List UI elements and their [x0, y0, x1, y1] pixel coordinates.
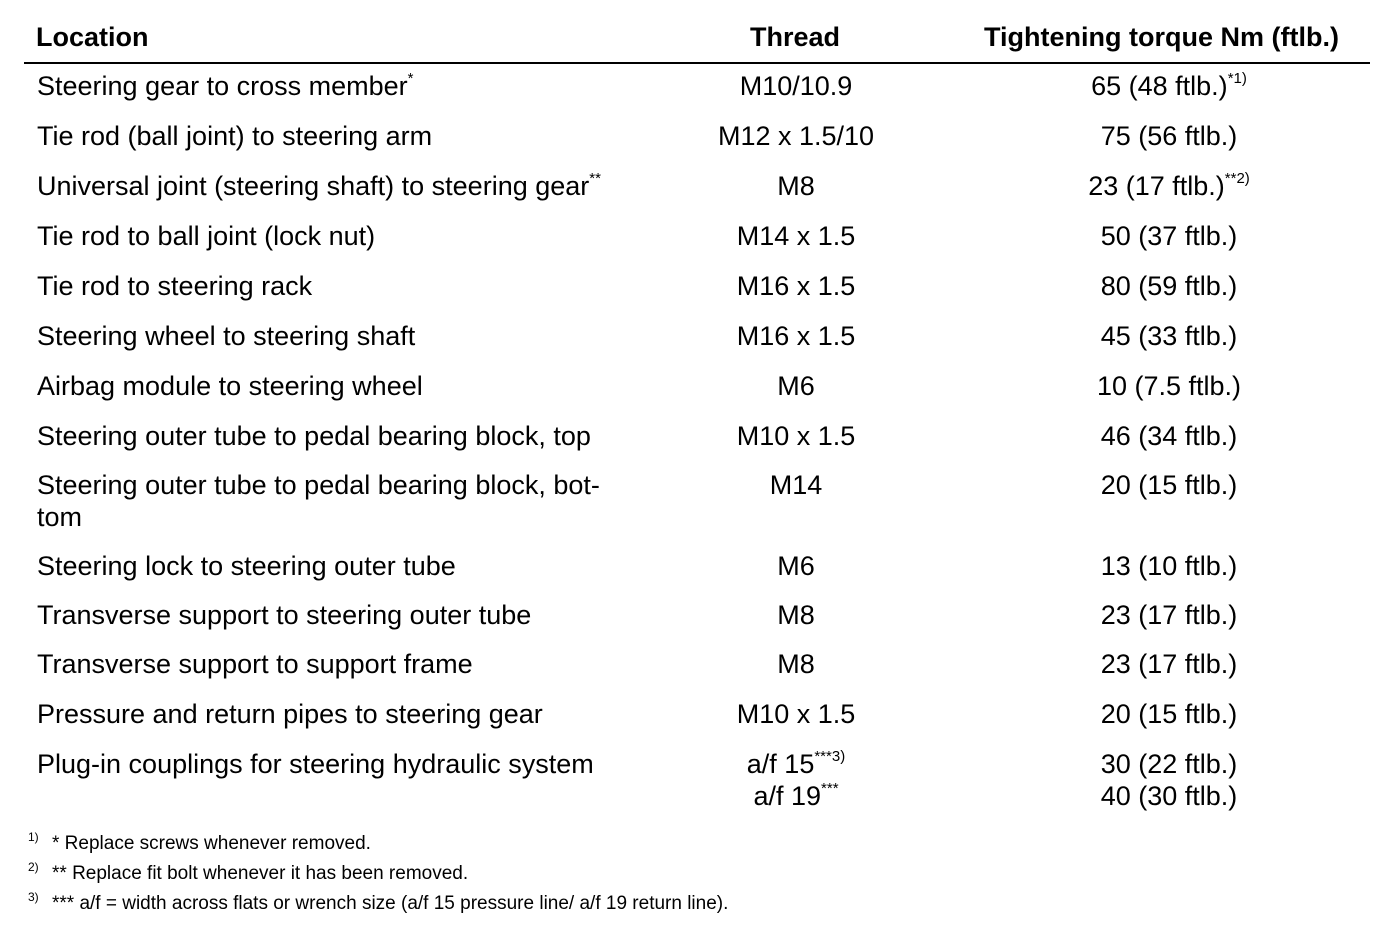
torque-cell: 20 (15 ftlb.) [1100, 699, 1238, 729]
table-row [24, 692, 1370, 742]
thread-cell: M14 x 1.5 [736, 221, 856, 251]
footnote-text: * Replace screws whenever removed. [52, 833, 371, 854]
table-row [24, 463, 1370, 544]
location-cell: Steering gear to cross member* [37, 70, 414, 101]
torque-cell: 13 (10 ftlb.) [1100, 551, 1238, 581]
location-cell: Airbag module to steering wheel [37, 371, 423, 401]
location-cell: Tie rod to ball joint (lock nut) [37, 221, 376, 251]
table-header [24, 18, 1370, 64]
thread-cell: M10 x 1.5 [736, 699, 856, 729]
thread-cell: a/f 15$^{***3)}$ a/f 19*** [746, 748, 846, 811]
location-cell: Tie rod to steering rack [37, 271, 313, 301]
footnote-text: ** Replace fit bolt whenever it has been removed. [52, 863, 469, 884]
torque-cell: 10 (7.5 ftlb.) [1096, 371, 1242, 401]
location-cell: Steering wheel to steering shaft [37, 321, 416, 351]
location-cell: Pressure and return pipes to steering gear [37, 699, 543, 729]
column-header-location: Location [36, 22, 149, 52]
location-cell: Tie rod (ball joint) to steering arm [37, 121, 433, 151]
torque-cell: 20 (15 ftlb.) [1100, 470, 1238, 500]
footnote-number: 2) [28, 860, 39, 874]
table-row [24, 64, 1370, 114]
table-row [24, 742, 1370, 822]
table-row [24, 314, 1370, 364]
torque-cell: 30 (22 ftlb.) 40 (30 ftlb.) [1100, 749, 1238, 811]
table-row [24, 364, 1370, 414]
thread-cell: M6 [777, 371, 815, 401]
thread-cell: M8 [777, 171, 815, 201]
table-row [24, 114, 1370, 164]
column-header-torque: Tightening torque Nm (ftlb.) [984, 22, 1339, 52]
torque-table-body [24, 64, 1370, 822]
thread-cell: M12 x 1.5/10 [717, 121, 875, 151]
table-row [24, 164, 1370, 214]
table-row [24, 214, 1370, 264]
torque-cell: 23 (17 ftlb.) [1100, 600, 1238, 630]
location-cell: Steering outer tube to pedal bearing block, top [37, 421, 591, 451]
thread-cell: M14 [769, 470, 823, 500]
footnote-number: 3) [28, 890, 39, 904]
column-header-thread: Thread [750, 22, 841, 52]
thread-cell: M8 [777, 649, 815, 679]
torque-cell: 46 (34 ftlb.) [1100, 421, 1238, 451]
torque-cell: 23 (17 ftlb.) [1100, 649, 1238, 679]
location-cell: Plug-in couplings for steering hydraulic system [37, 749, 594, 779]
location-cell: Transverse support to steering outer tube [37, 600, 532, 630]
table-row [24, 414, 1370, 463]
torque-cell: 23 (17 ftlb.)$^{**2)}$ [1088, 170, 1250, 201]
torque-cell: 50 (37 ftlb.) [1100, 221, 1238, 251]
torque-cell: 65 (48 ftlb.)$^{*1)}$ [1091, 70, 1247, 101]
footnote-number: 1) [28, 830, 39, 844]
table-row [24, 593, 1370, 642]
location-cell: Universal joint (steering shaft) to steering gear** [37, 170, 601, 201]
location-cell: Steering outer tube to pedal bearing block, bot- tom [37, 470, 600, 532]
thread-cell: M16 x 1.5 [736, 321, 856, 351]
thread-cell: M8 [777, 600, 815, 630]
torque-cell: 80 (59 ftlb.) [1100, 271, 1238, 301]
location-cell: Transverse support to support frame [37, 649, 473, 679]
location-cell: Steering lock to steering outer tube [37, 551, 456, 581]
table-row [24, 544, 1370, 593]
table-row [24, 642, 1370, 692]
torque-cell: 45 (33 ftlb.) [1100, 321, 1238, 351]
thread-cell: M10 x 1.5 [736, 421, 856, 451]
thread-cell: M6 [777, 551, 815, 581]
footnote-text: *** a/f = width across flats or wrench size (a/f 15 pressure line/ a/f 19 return line). [52, 893, 729, 914]
torque-cell: 75 (56 ftlb.) [1100, 121, 1238, 151]
thread-cell: M10/10.9 [739, 71, 853, 101]
thread-cell: M16 x 1.5 [736, 271, 856, 301]
table-row [24, 264, 1370, 314]
